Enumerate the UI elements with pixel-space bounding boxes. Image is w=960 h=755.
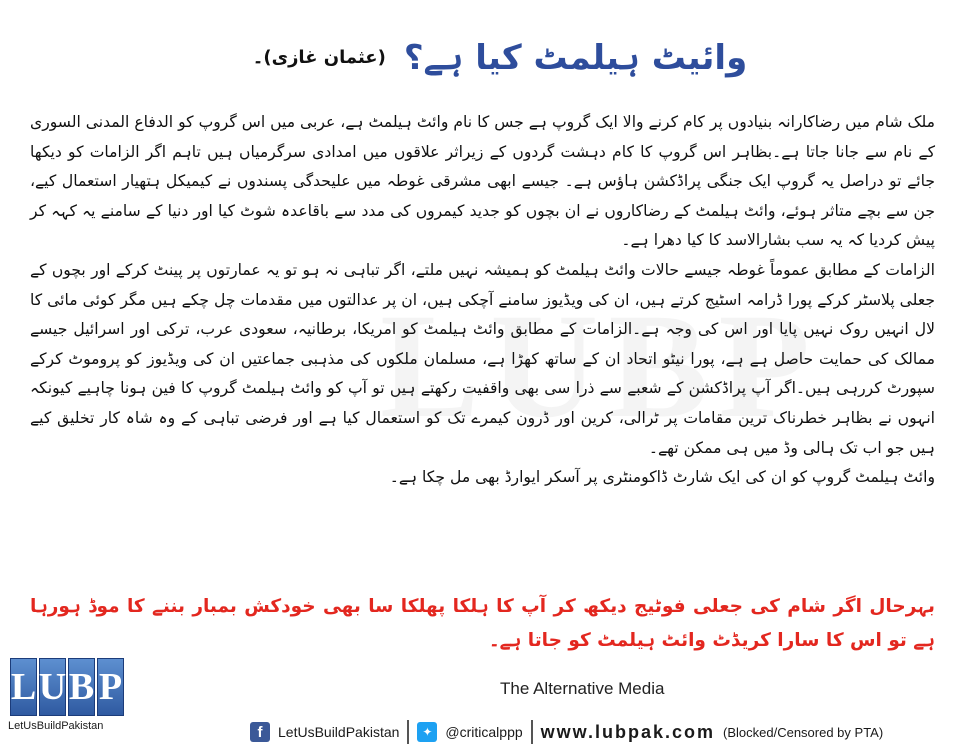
highlight-conclusion: بہرحال اگر شام کی جعلی فوٹیج دیکھ کر آپ کا ہلکا پھلکا سا بھی خودکش بمبار بننے کا موڈ ہورہا ہے تو اس کا سارا کریڈٹ وائٹ ہیلمٹ کو جاتا ہے۔ <box>30 596 935 651</box>
facebook-handle[interactable]: LetUsBuildPakistan <box>278 724 400 740</box>
lubp-logo <box>4 656 128 754</box>
tagline: The Alternative Media <box>500 679 665 698</box>
blocked-note: (Blocked/Censored by PTA) <box>723 724 884 740</box>
logo-letters <box>10 658 124 716</box>
article-paragraph-2: الزامات کے مطابق عموماً غوطہ جیسے حالات وائٹ ہیلمٹ کو ہمیشہ نہیں ملتے، اگر تباہی نہ ہو تو یہ عمارتوں پر پینٹ کرکے اور بچوں کے جعلی پلاسٹر کرکے پورا ڈرامہ اسٹیج کرتے ہیں، ان کی ویڈیوز سامنے آچکی ہیں، ان پر عدالتوں میں مقدمات چل چکے ہیں مگر کوئی مائی کا لال انہیں روک نہیں پایا اور اس کی وجہ ہے۔الزامات کے مطابق وائٹ ہیلمٹ کو امریکا، برطانیہ، سعودی عرب، ترکی اور اسرائیل جیسے ممالک کی حمایت حاصل ہے ہے، پورا نیٹو اتحاد ان کے ساتھ کھڑا ہے، مسلمان ملکوں کی مذہبی جماعتیں ان کی ویڈیوز کو پروموٹ کرکے سپورٹ کررہی ہیں۔اگر آپ پراڈکشن کے شعبے سے ذرا سی بھی واقفیت رکھتے ہیں تو آپ کو وائٹ ہیلمٹ گروپ کا فین ہونا چاہیے کیونکہ انہوں نے بظاہر خطرناک ترین مقامات پر ٹرالی، کرین اور ڈرون کیمرے تک کو استعمال کیا ہے اور فرضی تباہی کے وہ شاہ کار تخلیق کیے ہیں جو اب تک ہالی وڈ میں ہی ممکن تھے۔ <box>30 260 935 457</box>
facebook-icon[interactable]: f <box>250 722 270 742</box>
logo-letter: B <box>68 658 95 716</box>
logo-subtitle: LetUsBuildPakistan <box>8 720 104 732</box>
author-byline: (عثمان غازی)۔ <box>252 46 386 68</box>
article-paragraph-1: ملک شام میں رضاکارانہ بنیادوں پر کام کرنے والا ایک گروپ ہے جس کا نام وائٹ ہیلمٹ ہے، عربی میں اس گروپ کو الدفاع المدنی السوری کے نام سے جانا جاتا ہے۔بظاہر اس گروپ کا کام دہشت گردوں کے زیراثر علاقوں میں امدادی سرگرمیاں ہیں تاہم اگر الزامات کو دیکھا جائے تو دراصل یہ گروپ ایک جنگی پراڈکشن ہاؤس ہے۔ جیسے ابھی مشرقی غوطہ میں علیحدگی پسندوں نے کیمیکل ہتھیار استعمال کیے، جن سے بچے متاثر ہوئے، وائٹ ہیلمٹ کے رضاکاروں نے ان بچوں کو جدید کیمروں کی مدد سے باقاعدہ شوٹ کیا اور دنیا کے سامنے یہ کہہ کر پیش کردیا کہ یہ سب بشارالاسد کا کیا دھرا ہے۔ <box>30 113 935 250</box>
logo-letter: P <box>97 658 124 716</box>
article-body <box>30 108 935 588</box>
logo-letter: L <box>10 658 37 716</box>
twitter-icon[interactable]: ✦ <box>417 722 437 742</box>
twitter-handle[interactable]: @criticalppp <box>445 724 523 740</box>
article-paragraph-3: وائٹ ہیلمٹ گروپ کو ان کی ایک شارٹ ڈاکومنٹری پر آسکر ایوارڈ بھی مل چکا ہے۔ <box>389 468 935 487</box>
footer-bar <box>250 716 955 748</box>
header <box>230 28 770 86</box>
footer-divider <box>531 720 533 744</box>
website-link[interactable]: www.lubpak.com <box>540 721 716 742</box>
logo-letter: U <box>39 658 66 716</box>
page-title: وائیٹ ہیلمٹ کیا ہے؟ <box>403 37 748 78</box>
footer-divider <box>407 720 409 744</box>
